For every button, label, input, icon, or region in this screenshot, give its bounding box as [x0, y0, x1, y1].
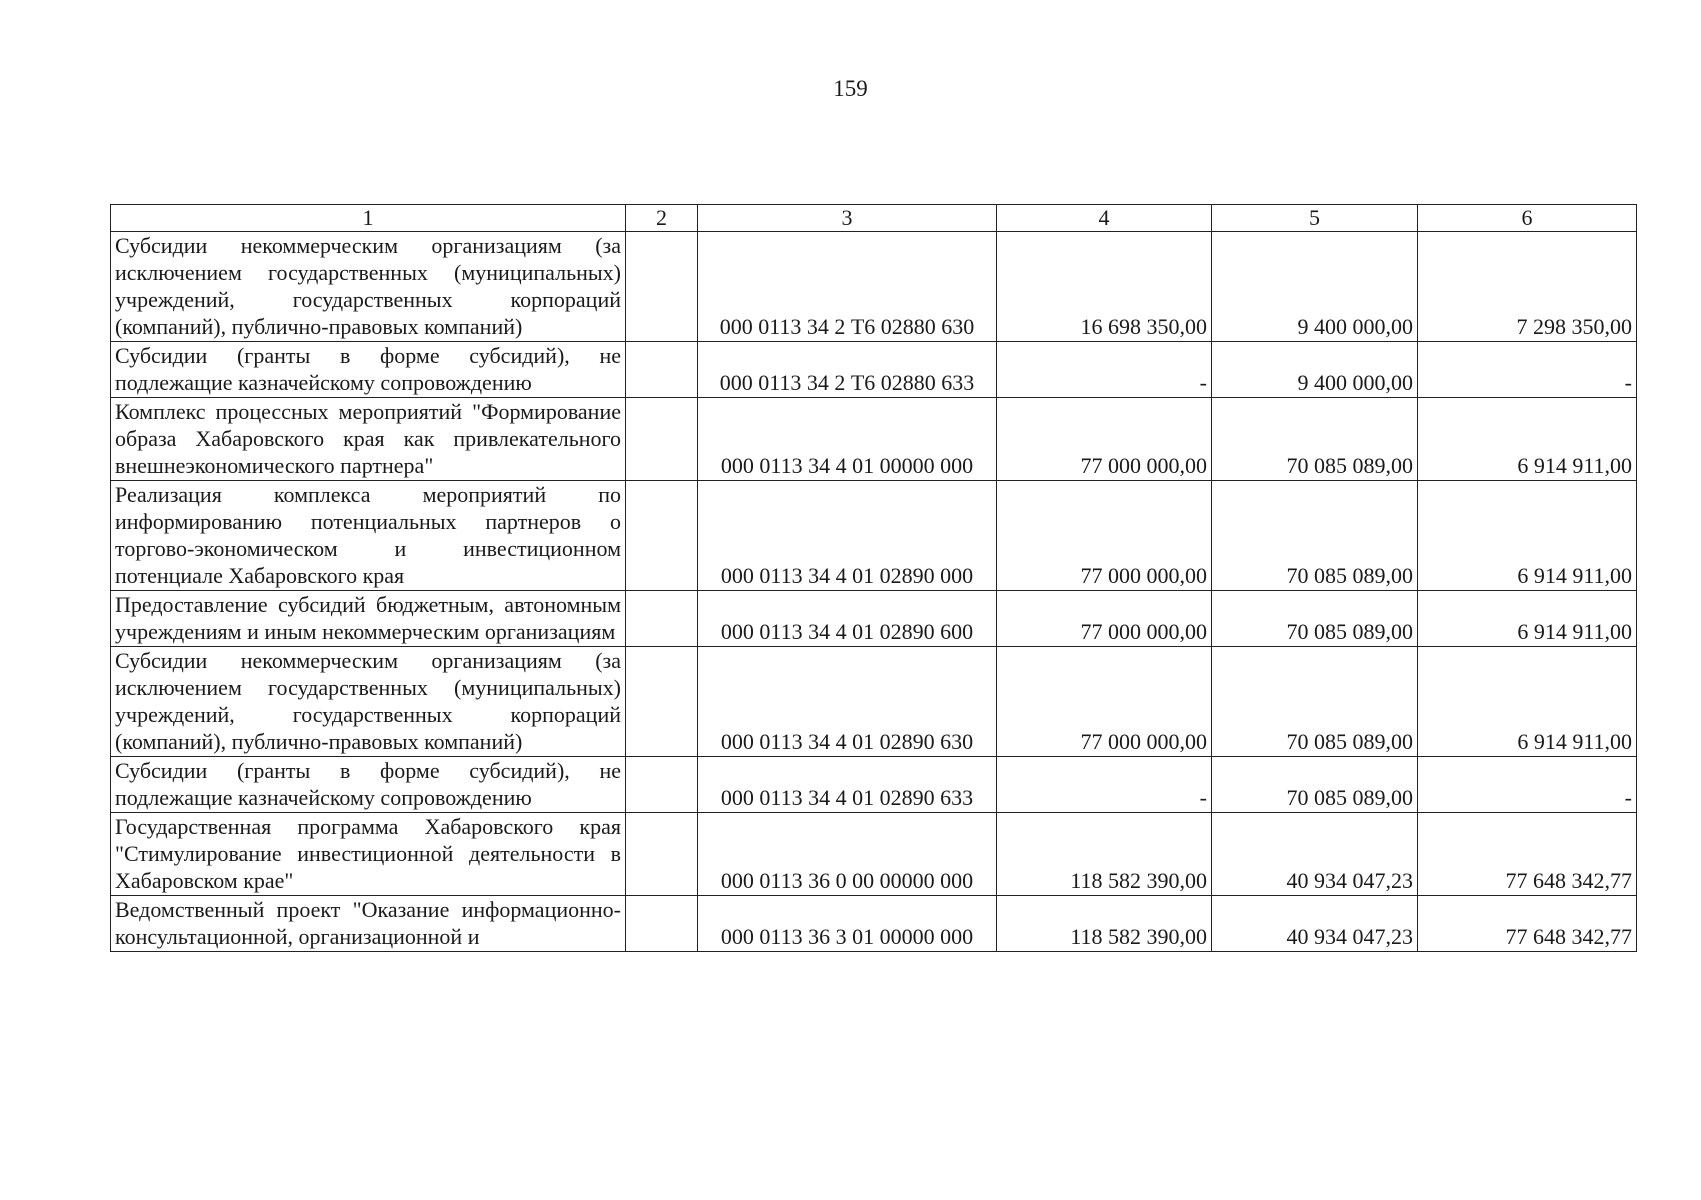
- table-row: [111, 813, 1637, 896]
- row-name: Государственная программа Хабаровского края "Стимулирование инвестиционной деятельности в Хабаровском крае": [111, 813, 626, 896]
- row-value-6: 6 914 911,00: [1418, 591, 1637, 647]
- table-row: [111, 232, 1637, 342]
- row-name: Субсидии (гранты в форме субсидий), не подлежащие казначейскому сопровождению: [111, 342, 626, 398]
- row-value-5: 70 085 089,00: [1212, 481, 1418, 591]
- row-code: 000 0113 36 0 00 00000 000: [698, 813, 997, 896]
- row-value-5: 70 085 089,00: [1212, 647, 1418, 757]
- row-name: Субсидии некоммерческим организациям (за исключением государственных (муниципальных) учреждений, государственных корпораций (компаний), публично-правовых компаний): [111, 647, 626, 757]
- row-name: Субсидии некоммерческим организациям (за исключением государственных (муниципальных) учреждений, государственных корпораций (компаний), публично-правовых компаний): [111, 232, 626, 342]
- row-name: Предоставление субсидий бюджетным, автономным учреждениям и иным некоммерческим организациям: [111, 591, 626, 647]
- row-col2: [626, 647, 698, 757]
- row-col2: [626, 813, 698, 896]
- row-code: 000 0113 34 2 Т6 02880 633: [698, 342, 997, 398]
- row-value-4: 77 000 000,00: [997, 398, 1212, 481]
- table-row: [111, 591, 1637, 647]
- row-value-6: 6 914 911,00: [1418, 481, 1637, 591]
- row-value-4: 118 582 390,00: [997, 896, 1212, 952]
- row-value-6: 77 648 342,77: [1418, 896, 1637, 952]
- row-name: Субсидии (гранты в форме субсидий), не подлежащие казначейскому сопровождению: [111, 757, 626, 813]
- column-header-6: 6: [1418, 205, 1637, 232]
- row-value-4: 118 582 390,00: [997, 813, 1212, 896]
- column-header-1: 1: [111, 205, 626, 232]
- row-value-6: 77 648 342,77: [1418, 813, 1637, 896]
- row-code: 000 0113 34 4 01 02890 000: [698, 481, 997, 591]
- row-value-6: 6 914 911,00: [1418, 647, 1637, 757]
- column-header-3: 3: [698, 205, 997, 232]
- row-col2: [626, 342, 698, 398]
- row-name: Комплекс процессных мероприятий "Формирование образа Хабаровского края как привлекательного внешнеэкономического партнера": [111, 398, 626, 481]
- row-value-6: -: [1418, 342, 1637, 398]
- row-value-4: 16 698 350,00: [997, 232, 1212, 342]
- table-row: [111, 342, 1637, 398]
- row-value-6: 7 298 350,00: [1418, 232, 1637, 342]
- row-code: 000 0113 34 4 01 00000 000: [698, 398, 997, 481]
- table-row: [111, 398, 1637, 481]
- table-row: [111, 481, 1637, 591]
- row-value-5: 70 085 089,00: [1212, 398, 1418, 481]
- row-col2: [626, 757, 698, 813]
- row-value-4: -: [997, 342, 1212, 398]
- page-number: 159: [833, 76, 868, 101]
- table-row: [111, 896, 1637, 952]
- row-col2: [626, 591, 698, 647]
- row-value-4: 77 000 000,00: [997, 481, 1212, 591]
- table-row: [111, 647, 1637, 757]
- row-value-5: 9 400 000,00: [1212, 342, 1418, 398]
- row-code: 000 0113 34 4 01 02890 633: [698, 757, 997, 813]
- row-value-6: -: [1418, 757, 1637, 813]
- row-name: Ведомственный проект "Оказание информационно-консультационной, организационной и: [111, 896, 626, 952]
- row-value-5: 40 934 047,23: [1212, 813, 1418, 896]
- row-code: 000 0113 34 4 01 02890 630: [698, 647, 997, 757]
- row-value-4: 77 000 000,00: [997, 647, 1212, 757]
- row-col2: [626, 481, 698, 591]
- row-name: Реализация комплекса мероприятий по информированию потенциальных партнеров о торгово-экономическом и инвестиционном потенциале Хабаровского края: [111, 481, 626, 591]
- budget-table: [110, 204, 1637, 952]
- column-header-4: 4: [997, 205, 1212, 232]
- row-col2: [626, 232, 698, 342]
- row-value-5: 40 934 047,23: [1212, 896, 1418, 952]
- row-col2: [626, 398, 698, 481]
- row-value-5: 70 085 089,00: [1212, 757, 1418, 813]
- row-value-5: 9 400 000,00: [1212, 232, 1418, 342]
- column-header-5: 5: [1212, 205, 1418, 232]
- row-value-4: 77 000 000,00: [997, 591, 1212, 647]
- column-header-2: 2: [626, 205, 698, 232]
- row-code: 000 0113 34 2 Т6 02880 630: [698, 232, 997, 342]
- row-value-4: -: [997, 757, 1212, 813]
- row-value-6: 6 914 911,00: [1418, 398, 1637, 481]
- row-code: 000 0113 34 4 01 02890 600: [698, 591, 997, 647]
- row-col2: [626, 896, 698, 952]
- row-code: 000 0113 36 3 01 00000 000: [698, 896, 997, 952]
- column-number-row: [111, 205, 1637, 232]
- table-row: [111, 757, 1637, 813]
- row-value-5: 70 085 089,00: [1212, 591, 1418, 647]
